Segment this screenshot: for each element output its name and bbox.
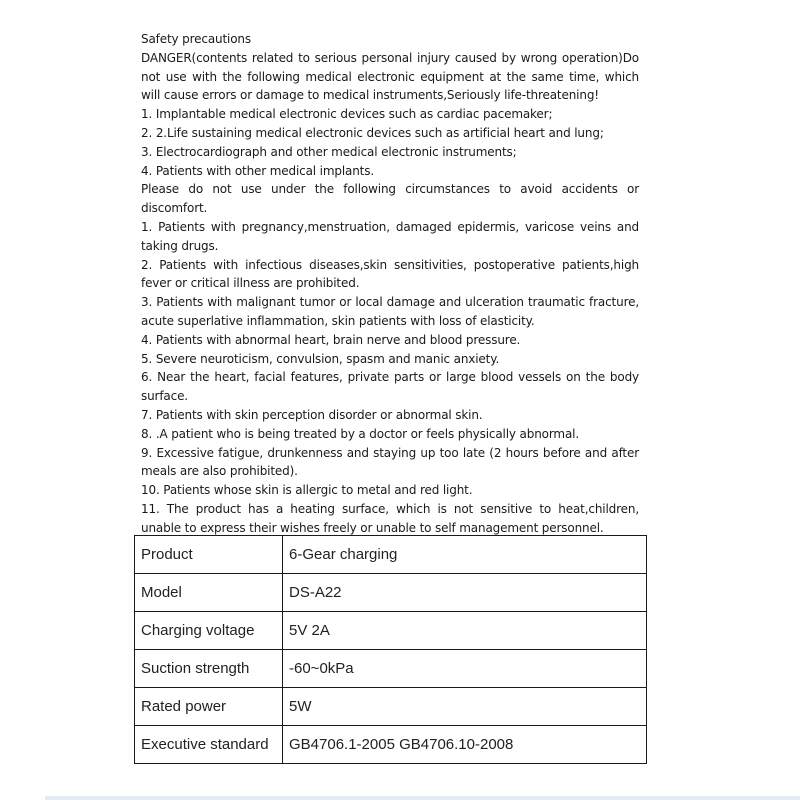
spec-value: DS-A22 xyxy=(283,574,647,612)
safety-text xyxy=(141,30,639,538)
table-row xyxy=(135,650,647,688)
spec-key: Product xyxy=(135,536,283,574)
equipment-item-1: 1. Implantable medical electronic devices such as cardiac pacemaker; xyxy=(141,107,553,122)
circumstances-intro: Please do not use under the following circumstances to avoid accidents or discomfort. xyxy=(141,182,639,216)
circumstance-item-5: 5. Severe neuroticism, convulsion, spasm and manic anxiety. xyxy=(141,351,500,366)
spec-key: Charging voltage xyxy=(135,612,283,650)
table-row xyxy=(135,726,647,764)
spec-value: 6-Gear charging xyxy=(283,536,647,574)
circumstance-item-11: 11. The product has a heating surface, which is not sensitive to heat,children, unable to express their wishes freely or unable to self management personnel. xyxy=(141,501,639,535)
danger-paragraph: DANGER(contents related to serious personal injury caused by wrong operation)Do not use with the following medical electronic equipment at the same time, which will cause errors or damage to medical instruments,Seriously life-threatening! xyxy=(141,50,639,103)
circumstance-item-2: 2. Patients with infectious diseases,skin sensitivities, postoperative patients,high fever or critical illness are prohibited. xyxy=(141,257,639,291)
table-row xyxy=(135,688,647,726)
table-row xyxy=(135,574,647,612)
spec-value: 5V 2A xyxy=(283,612,647,650)
spec-key: Suction strength xyxy=(135,650,283,688)
spec-value: 5W xyxy=(283,688,647,726)
circumstance-item-7: 7. Patients with skin perception disorder or abnormal skin. xyxy=(141,407,483,422)
circumstance-item-6: 6. Near the heart, facial features, private parts or large blood vessels on the body surface. xyxy=(141,370,639,404)
circumstance-item-10: 10. Patients whose skin is allergic to metal and red light. xyxy=(141,483,473,498)
spec-value: GB4706.1-2005 GB4706.10-2008 xyxy=(283,726,647,764)
circumstance-item-9: 9. Excessive fatigue, drunkenness and staying up too late (2 hours before and after meals are also prohibited). xyxy=(141,445,639,479)
equipment-item-4: 4. Patients with other medical implants. xyxy=(141,163,374,178)
spec-key: Executive standard xyxy=(135,726,283,764)
table-row xyxy=(135,612,647,650)
bottom-divider-strip xyxy=(45,796,800,800)
circumstance-item-1: 1. Patients with pregnancy,menstruation, damaged epidermis, varicose veins and taking drugs. xyxy=(141,219,639,253)
spec-table xyxy=(134,535,647,764)
equipment-item-3: 3. Electrocardiograph and other medical electronic instruments; xyxy=(141,144,517,159)
table-row xyxy=(135,536,647,574)
equipment-item-2: 2. 2.Life sustaining medical electronic devices such as artificial heart and lung; xyxy=(141,125,604,140)
circumstance-item-8: 8. .A patient who is being treated by a doctor or feels physically abnormal. xyxy=(141,426,580,441)
spec-key: Rated power xyxy=(135,688,283,726)
spec-key: Model xyxy=(135,574,283,612)
circumstance-item-3: 3. Patients with malignant tumor or local damage and ulceration traumatic fracture, acute superlative inflammation, skin patients with loss of elasticity. xyxy=(141,295,639,328)
spec-value: -60~0kPa xyxy=(283,650,647,688)
circumstance-item-4: 4. Patients with abnormal heart, brain nerve and blood pressure. xyxy=(141,332,521,347)
safety-heading: Safety precautions xyxy=(141,32,251,46)
